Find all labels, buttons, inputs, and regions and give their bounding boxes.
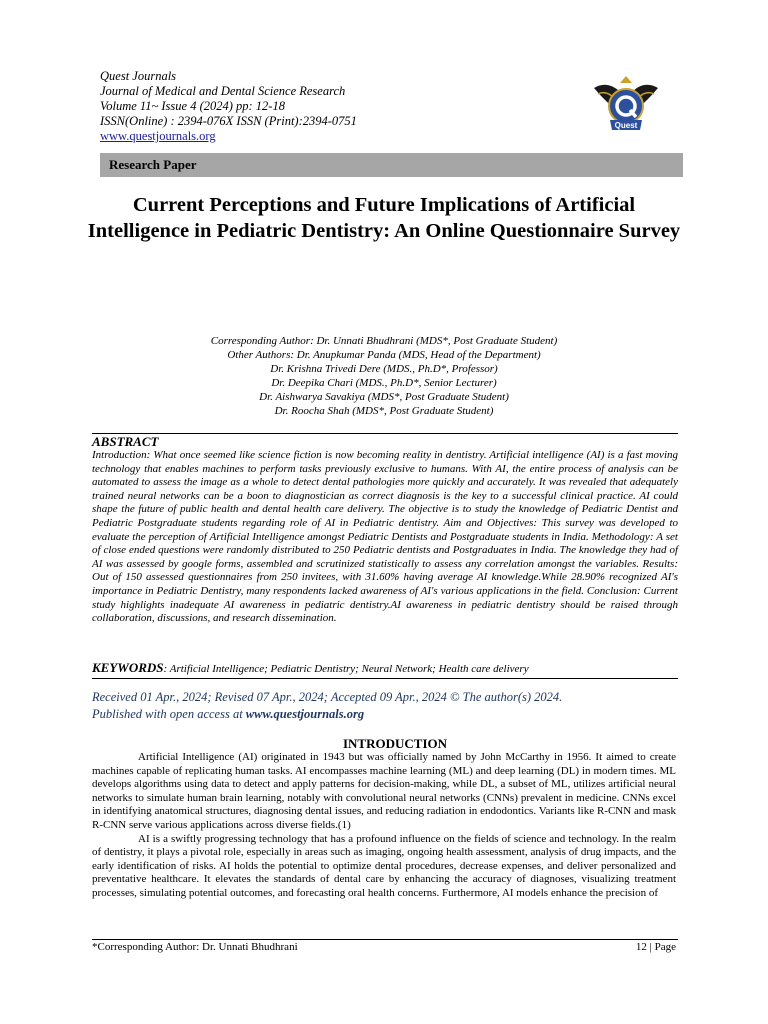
introduction-heading: INTRODUCTION (342, 736, 447, 751)
keywords-label: KEYWORDS (92, 660, 164, 675)
published-prefix: Published with open access at (92, 707, 246, 721)
footer-rule (92, 939, 678, 940)
section-bar (100, 153, 683, 177)
paragraph: Artificial Intelligence (AI) originated in 1943 but was officially named by John McCarthy in 1956. It aimed to create machines capable of replicating human tasks. AI encompasses machine learning (ML) and deep learning (DL) in modern times. ML develops algorithms using data to detect and apply patterns for decision-making, while DL, a subset of ML, utilizes artificial neural networks to simulate human brain learning, notably with convolutional neural networks (CNNs) prevalent in medicine. CNNs excel in identifying anatomical structures, diagnosing dental issues, and reducing radiation in endodontics. Variants like R-CNN and mask R-CNN serve various applications across diverse fields.(1) (92, 751, 676, 831)
paper-title: Current Perceptions and Future Implications of Artificial Intelligence in Pediatric Dentistry: An Online Questionnaire Survey (87, 194, 681, 242)
logo-text: Quest (614, 121, 638, 130)
author-line: Dr. Roocha Shah (MDS*, Post Graduate Student) (274, 405, 494, 417)
introduction-body (92, 751, 676, 901)
received-line: Received 01 Apr., 2024; Revised 07 Apr., 2024; Accepted 09 Apr., 2024 © The author(s) 2024. (92, 690, 563, 704)
author-line: Other Authors: Dr. Anupkumar Panda (MDS, Head of the Department) (227, 349, 541, 361)
journal-website-link[interactable]: www.questjournals.org (100, 129, 216, 143)
quest-logo-icon (590, 70, 662, 140)
journal-issn: ISSN(Online) : 2394-076X ISSN (Print):2394-0751 (100, 114, 357, 128)
abstract-text: Introduction: What once seemed like science fiction is now becoming reality in dentistry. Artificial intelligence (AI) is a fast moving technology that enables machines to perform tasks previously exclusive to humans. With AI, the entire process of analysis can be automated to assess the image as a whole to detect dental pathologies more quickly and accurately. It was revealed that adequately trained neural networks can be a boon to diagnostician as correct diagnosis is the key to a successful clinical practice. AI could shape the future of public health and dental health care delivery. The objective is to study the knowledge of Pediatric Dentist and Pediatric Postgraduate students regarding role of AI in Pediatric dentistry. Aim and Objectives: This survey was developed to evaluate the perception of Artificial Intelligence amongst Pediatric Dentists and Postgraduate students in India. Methodology: A set of close ended questions were randomly distributed to 250 Pediatric dentists and Postgraduates in India. The knowledge they had of AI was assessed by google forms, assembled and scrutinized statistically to assess any correlation amongst the variables. Results: Out of 150 assessed questionnaires from 250 invitees, with 31.60% having average AI knowledge.While 28.90% recognized AI's importance in Pediatric Dentistry, many respondents lacked awareness of AI's various applications in the field. Conclusion: Current study highlights inadequate AI awareness in pediatric dentistry.AI awareness in pediatric dentistry should be raised through collaboration, discussions, and research dissemination. (92, 449, 678, 625)
keywords-text: : Artificial Intelligence; Pediatric Dentistry; Neural Network; Health care delivery (163, 663, 529, 675)
footer-corresponding-author: *Corresponding Author: Dr. Unnati Bhudhrani (92, 941, 298, 953)
section-label: Research Paper (109, 157, 197, 172)
publication-dates (92, 689, 562, 723)
author-line: Dr. Krishna Trivedi Dere (MDS., Ph.D*, Professor) (270, 363, 498, 375)
author-line: Dr. Deepika Chari (MDS., Ph.D*, Senior Lecturer) (271, 377, 497, 389)
author-line: Corresponding Author: Dr. Unnati Bhudhrani (MDS*, Post Graduate Student) (210, 335, 558, 347)
paragraph: AI is a swiftly progressing technology that has a profound influence on the fields of science and technology. In the realm of dentistry, it plays a pivotal role, especially in areas such as imaging, ongoing health assessment, analysis of drug impacts, and the early identification of risks. AI holds the potential to optimize dental procedures, decrease expenses, and deliver personalized and preventative healthcare. It elevates the standards of dental care by enhancing the accuracy of diagnoses, visualizing treatment processes, simulating potential outcomes, and forecasting oral health concerns. Furthermore, AI models enhance the precision of (92, 832, 676, 899)
publisher-name: Quest Journals (100, 69, 177, 83)
author-list (92, 334, 676, 418)
published-site: www.questjournals.org (245, 707, 365, 721)
journal-info (100, 69, 357, 144)
abstract-top-rule (92, 433, 678, 434)
keywords (92, 660, 678, 676)
abstract-bottom-rule (92, 678, 678, 679)
journal-name: Journal of Medical and Dental Science Research (100, 84, 346, 98)
abstract-heading: ABSTRACT (92, 434, 159, 449)
page-number: 12 | Page (635, 941, 676, 953)
journal-volume: Volume 11~ Issue 4 (2024) pp: 12-18 (100, 99, 285, 113)
author-line: Dr. Aishwarya Savakiya (MDS*, Post Graduate Student) (259, 391, 509, 403)
